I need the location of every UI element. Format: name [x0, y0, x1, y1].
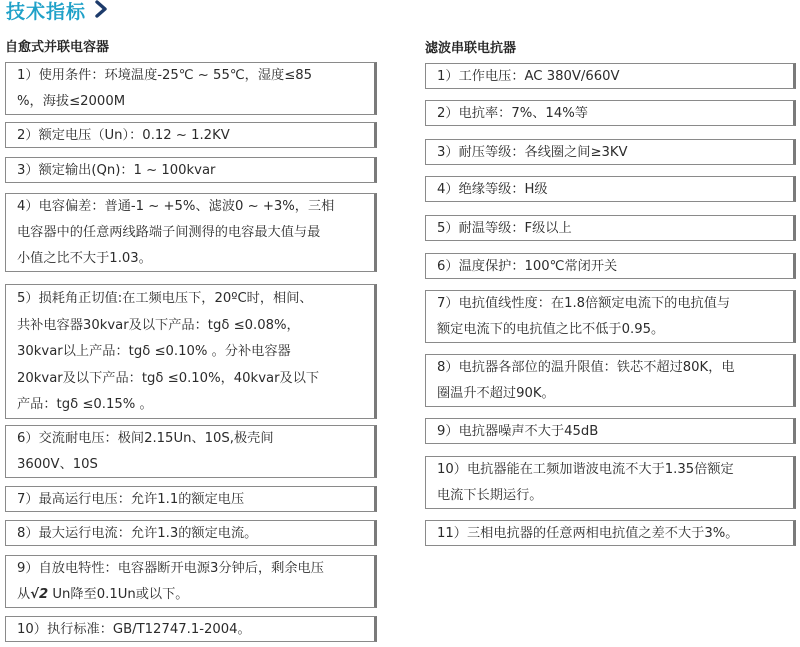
spec-line: 30kvar以上产品：tgδ ≤0.10% 。分补电容器 — [17, 344, 291, 359]
left-section-title: 自愈式并联电容器 — [5, 40, 110, 55]
spec-line: 3600V、10S — [17, 457, 98, 472]
left-spec-item-1 — [5, 62, 377, 115]
spec-line: 7）最高运行电压：允许1.1的额定电压 — [17, 492, 245, 507]
left-spec-item-4 — [5, 193, 377, 272]
left-spec-item-10 — [5, 616, 377, 642]
left-spec-item-7 — [5, 486, 377, 512]
left-spec-item-2 — [5, 122, 377, 148]
spec-line: 6）温度保护：100℃常闭开关 — [437, 259, 618, 274]
spec-line: 8）电抗器各部位的温升限值：铁芯不超过80K，电 — [437, 360, 735, 375]
right-spec-item-9 — [425, 418, 796, 444]
left-spec-item-3 — [5, 157, 377, 183]
spec-line: 8）最大运行电流：允许1.3的额定电流。 — [17, 526, 258, 541]
spec-line: 4）电容偏差：普通-1 ~ +5%、滤波0 ~ +3%，三相 — [17, 199, 335, 214]
left-spec-item-9 — [5, 555, 377, 608]
spec-line: 4）绝缘等级：H级 — [437, 182, 548, 197]
right-section-title: 滤波串联电抗器 — [425, 41, 517, 56]
right-spec-item-5 — [425, 215, 796, 241]
left-spec-item-6 — [5, 425, 377, 478]
spec-line: 20kvar及以下产品：tgδ ≤0.10%，40kvar及以下 — [17, 370, 320, 386]
right-spec-item-10 — [425, 456, 796, 509]
spec-line: 10）电抗器能在工频加谐波电流不大于1.35倍额定 — [437, 462, 734, 477]
spec-line: 产品：tgδ ≤0.15% 。 — [17, 397, 153, 412]
right-spec-item-1 — [425, 63, 796, 89]
spec-line: 1）使用条件：环境温度-25℃ ~ 55℃，湿度≤85 — [17, 68, 313, 83]
sqrt-two-symbol: √2 — [30, 587, 49, 602]
spec-line: 11）三相电抗器的任意两相电抗值之差不大于3%。 — [437, 526, 739, 541]
spec-line: 圈温升不超过90K。 — [437, 386, 555, 401]
spec-line: 额定电流下的电抗值之比不低于0.95。 — [437, 322, 665, 337]
spec-line: 1）工作电压：AC 380V/660V — [437, 69, 620, 84]
spec-line: 2）电抗率：7%、14%等 — [437, 106, 588, 121]
spec-line: 电容器中的任意两线路端子间测得的电容最大值与最 — [17, 225, 321, 240]
chevron-right-icon — [94, 0, 108, 24]
spec-line: 共补电容器30kvar及以下产品：tgδ ≤0.08%， — [17, 317, 300, 333]
spec-line: 小值之比不大于1.03。 — [17, 251, 152, 266]
spec-line: 9）电抗器噪声不大于45dB — [437, 424, 599, 439]
spec-line: 10）执行标准：GB/T12747.1-2004。 — [17, 622, 251, 637]
spec-line: 2）额定电压（Un）：0.12 ~ 1.2KV — [17, 128, 230, 143]
right-spec-item-6 — [425, 253, 796, 279]
left-spec-item-5 — [5, 284, 377, 419]
spec-text: 从 — [17, 587, 31, 602]
spec-line: 3）额定输出(Qn)：1 ~ 100kvar — [17, 163, 216, 178]
right-spec-item-2 — [425, 100, 796, 126]
right-spec-item-8 — [425, 354, 796, 407]
spec-line: 9）自放电特性：电容器断开电源3分钟后，剩余电压 — [17, 561, 324, 576]
spec-line — [17, 582, 368, 608]
right-spec-item-4 — [425, 176, 796, 202]
spec-line: 6）交流耐电压：极间2.15Un、10S,极壳间 — [17, 431, 274, 446]
spec-line: 7）电抗值线性度：在1.8倍额定电流下的电抗值与 — [437, 296, 731, 311]
spec-line: 电流下长期运行。 — [437, 488, 543, 503]
left-spec-item-8 — [5, 520, 377, 546]
spec-line: 3）耐压等级：各线圈之间≥3KV — [437, 145, 628, 160]
page-title — [6, 0, 108, 24]
right-spec-item-11 — [425, 520, 796, 546]
right-spec-item-7 — [425, 290, 796, 343]
right-spec-item-3 — [425, 139, 796, 165]
spec-line: 5）损耗角正切值:在工频电压下，20ºC时，相间、 — [17, 291, 313, 306]
spec-text: Un降至0.1Un或以下。 — [48, 587, 189, 602]
page-title-text: 技术指标 — [6, 1, 87, 23]
spec-line: %，海拔≤2000M — [17, 94, 126, 109]
spec-line: 5）耐温等级：F级以上 — [437, 221, 572, 236]
